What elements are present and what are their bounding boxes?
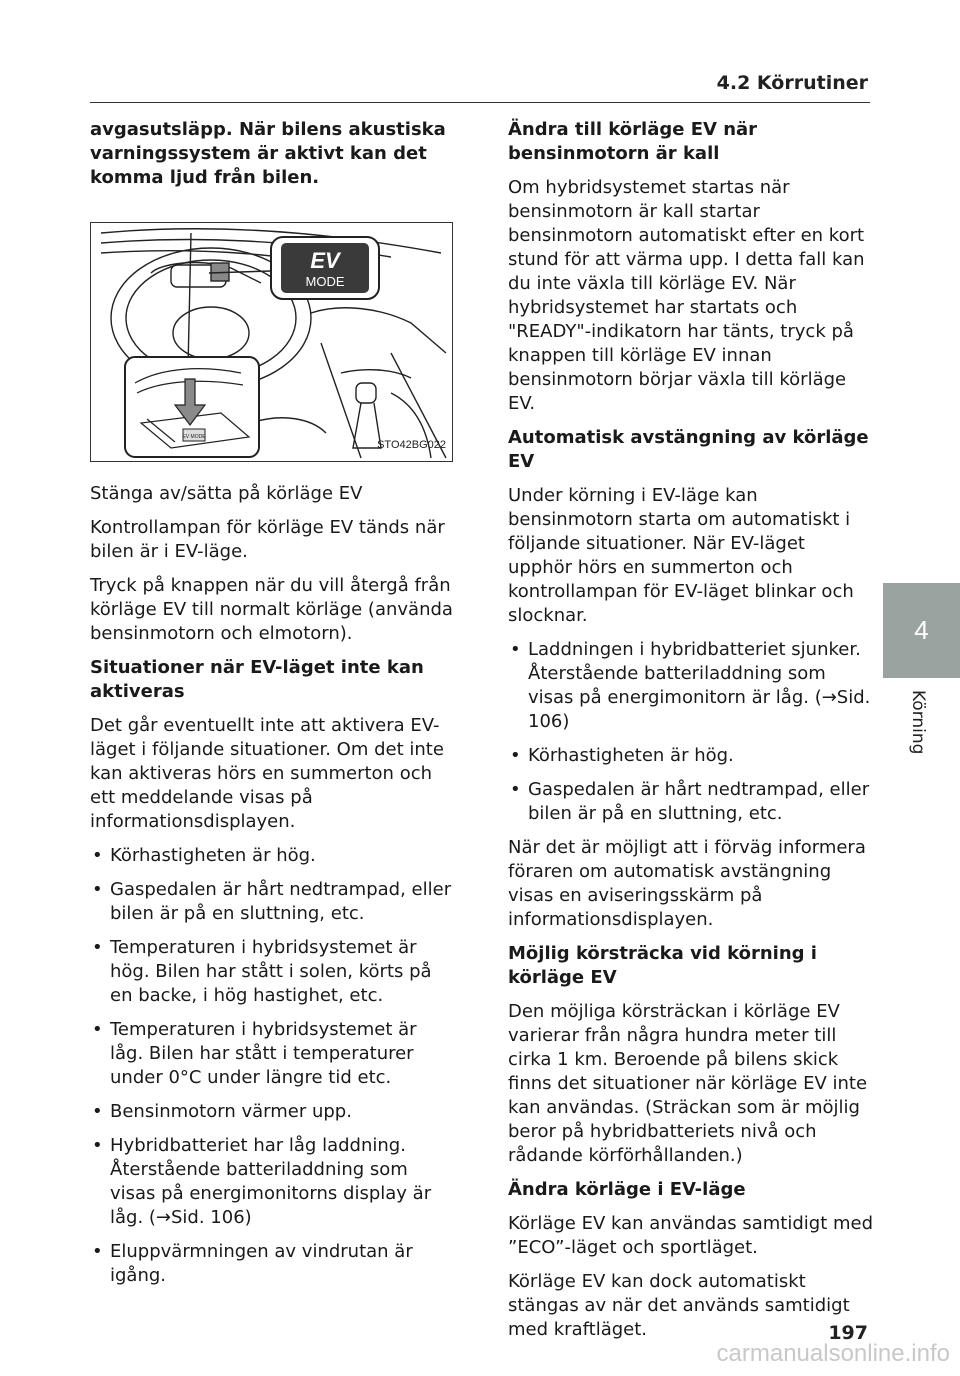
mode-label: MODE xyxy=(305,274,345,289)
list-item: • Laddningen i hybridbatteriet sjunker. Återstående batteriladdning som visas på energimonitorn är låg. (→Sid. 106) xyxy=(508,638,873,734)
right-column xyxy=(508,118,873,1352)
subheading: Automatisk avstängning av körläge EV xyxy=(508,427,869,472)
paragraph: Om hybridsystemet startas när bensinmotorn är kall startar bensinmotorn automatiskt efter en kort stund för att värma upp. I detta fall kan du inte växla till körläge EV. När hybridsystemet har startats och "READY"-indikatorn har tänts, tryck på knappen till körläge EV innan bensinmotorn börjar växla till körläge EV. xyxy=(508,177,865,414)
paragraph: Tryck på knappen när du vill återgå från körläge EV till normalt körläge (använda bensinmotorn och elmotorn). xyxy=(90,575,453,644)
list-item: • Körhastigheten är hög. xyxy=(508,744,873,768)
paragraph: Den möjliga körsträckan i körläge EV varierar från några hundra meter till cirka 1 km. Beroende på bilens skick finns det situationer när körläge EV inte kan användas. (Sträckan som är möjlig beror på hybridbatteriets nivå och rådande körförhållanden.) xyxy=(508,1001,868,1166)
paragraph: Under körning i EV-läge kan bensinmotorn starta om automatiskt i följande situationer. När EV-läget upphör hörs en summerton och kontrollampan för EV-läget blinkar och slocknar. xyxy=(508,485,854,626)
paragraph: Det går eventuellt inte att aktivera EV-läget i följande situationer. Om det inte kan aktiveras hörs en summerton och ett meddelande visas på informationsdisplayen. xyxy=(90,715,444,832)
page-number: 197 xyxy=(828,1322,868,1344)
subheading: Möjlig körsträcka vid körning i körläge EV xyxy=(508,943,817,988)
header-divider xyxy=(90,102,870,103)
figure-code: STO42BG022 xyxy=(377,439,446,451)
paragraph: Stänga av/sätta på körläge EV xyxy=(90,483,363,504)
list-item: • Temperaturen i hybridsystemet är låg. Bilen har stått i temperaturer under 0°C under längre tid etc. xyxy=(90,1018,455,1090)
list-item: • Gaspedalen är hårt nedtrampad, eller bilen är på en sluttning, etc. xyxy=(508,778,873,826)
bullet-list xyxy=(508,638,873,826)
subheading: Ändra till körläge EV när bensinmotorn är kall xyxy=(508,119,758,164)
paragraph: Kontrollampan för körläge EV tänds när bilen är i EV-läge. xyxy=(90,517,445,562)
ev-mode-illustration xyxy=(90,222,453,462)
section-title: 4.2 Körrutiner xyxy=(716,72,868,94)
ev-label: EV xyxy=(310,248,340,273)
list-item: • Hybridbatteriet har låg laddning. Återstående batteriladdning som visas på energimonitorns display är låg. (→Sid. 106) xyxy=(90,1134,455,1230)
watermark: carmanualsonline.info xyxy=(716,1340,950,1367)
list-item: • Temperaturen i hybridsystemet är hög. Bilen har stått i solen, körts på en backe, i hög hastighet, etc. xyxy=(90,936,455,1008)
paragraph: När det är möjligt att i förväg informera föraren om automatisk avstängning visas en aviseringsskärm på informationsdisplayen. xyxy=(508,837,866,930)
list-item: • Eluppvärmningen av vindrutan är igång. xyxy=(90,1240,455,1288)
ev-button-label: EV MODE xyxy=(182,434,206,440)
intro-paragraph: avgasutsläpp. När bilens akustiska varningssystem är aktivt kan det komma ljud från bilen. xyxy=(90,119,446,188)
list-item: • Körhastigheten är hög. xyxy=(90,844,455,868)
dashboard-drawing xyxy=(91,223,452,461)
subheading: Situationer när EV-läget inte kan aktiveras xyxy=(90,657,424,702)
paragraph: Körläge EV kan dock automatiskt stängas av när det används samtidigt med kraftläget. xyxy=(508,1271,850,1340)
chapter-label: Körning xyxy=(908,690,928,755)
left-column xyxy=(90,118,455,1298)
list-item: • Gaspedalen är hårt nedtrampad, eller bilen är på en sluttning, etc. xyxy=(90,878,455,926)
subheading: Ändra körläge i EV-läge xyxy=(508,1179,746,1200)
chapter-tab[interactable] xyxy=(883,583,960,678)
bullet-list xyxy=(90,844,455,1288)
paragraph: Körläge EV kan användas samtidigt med ”ECO”-läget och sportläget. xyxy=(508,1213,874,1258)
list-item: • Bensinmotorn värmer upp. xyxy=(90,1100,455,1124)
chapter-number: 4 xyxy=(914,615,929,645)
